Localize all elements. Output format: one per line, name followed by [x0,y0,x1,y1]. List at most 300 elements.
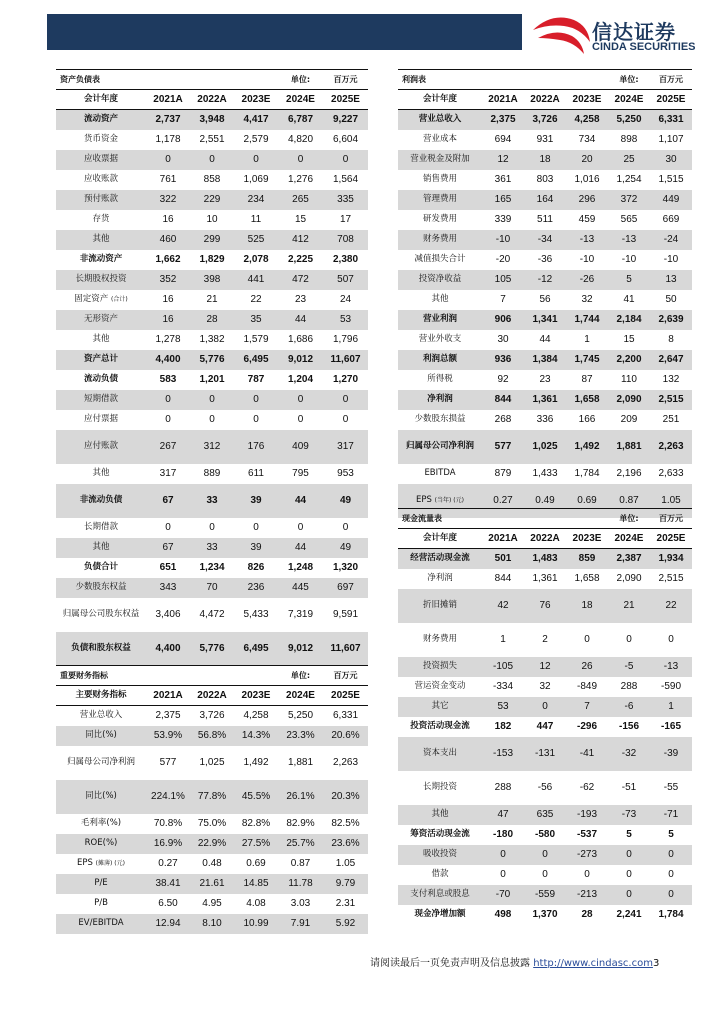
balance-row [56,430,368,464]
balance-value-cell: 16 [162,214,174,225]
cashflow-row [398,589,692,623]
cashflow-unit: 百万元 [650,509,692,529]
income-value-cell: 18 [524,150,566,170]
balance-unit-label: 单位: [278,70,323,90]
cashflow-value-cell: 28 [581,909,593,920]
balance-row-label [56,190,146,210]
cashflow-value-cell: -105 [482,657,524,677]
balance-value-cell: 16 [162,294,174,305]
ratios-value-cell: 577 [159,757,177,768]
income-value-cell: 251 [662,414,680,425]
cashflow-title: 现金流量表 [398,509,608,529]
balance-value-cell: 5,776 [190,632,234,666]
balance-row-label [56,250,146,270]
balance-value-cell: 409 [278,430,323,464]
income-value-cell: 92 [497,374,509,385]
ratios-row [56,914,368,934]
balance-row-label [56,484,146,518]
row-label-text: 吸收投资 [422,849,457,859]
ratios-value-cell: 53.9% [146,726,190,746]
balance-value-cell: 49 [323,484,368,518]
balance-value-cell: 343 [146,578,190,598]
income-value-cell: -12 [524,270,566,290]
row-label-text: 非流动负债 [79,495,123,505]
income-row-label [398,430,482,464]
income-header-cell: 2024E [608,90,650,110]
balance-value-cell: 0 [209,522,215,533]
balance-value-cell: 0 [323,390,368,410]
income-value-cell: 694 [494,134,512,145]
row-label-text: 投资净收益 [418,274,462,284]
income-header-row [398,90,692,110]
cashflow-value-cell: -580 [534,829,555,840]
income-value-cell: 361 [494,174,512,185]
balance-value-cell: 352 [146,270,190,290]
cashflow-value-cell: 844 [494,573,512,584]
income-value-cell: 803 [536,174,554,185]
cashflow-value-cell: 0 [584,869,590,880]
row-label-text: 营业税金及附加 [410,154,470,164]
cashflow-value-cell: 0 [482,845,524,865]
cashflow-row [398,569,692,589]
balance-title: 资产负债表 [56,70,278,90]
income-value-cell: 5,250 [608,110,650,130]
income-header-cell: 2023E [566,90,608,110]
income-value-cell: 2,647 [650,350,692,370]
income-value-cell: 1,016 [574,174,600,185]
balance-value-cell: 0 [146,390,190,410]
balance-value-cell: 5,433 [243,609,269,620]
ratios-value-cell: 16.9% [146,834,190,854]
income-value-cell: 2,090 [608,390,650,410]
income-row-label [398,150,482,170]
income-row-label [398,350,482,370]
balance-row [56,538,368,558]
cashflow-value-cell: 0 [626,634,632,645]
balance-value-cell: 651 [159,562,177,573]
row-label-text: 长期投资 [422,782,457,792]
ratios-value-cell: 23.3% [278,726,323,746]
income-value-cell: 2,639 [650,310,692,330]
row-label-text: 财务费用 [422,234,457,244]
cashflow-value-cell: 1,658 [574,573,600,584]
income-value-cell: 577 [482,430,524,464]
cashflow-row-label [398,885,482,905]
balance-value-cell: 3,948 [190,110,234,130]
income-value-cell: 2,184 [608,310,650,330]
cashflow-value-cell: -193 [566,805,608,825]
income-row [398,410,692,430]
row-label-text: 营业外收支 [418,334,462,344]
ratios-row-label [56,854,146,874]
balance-row-label [56,464,146,484]
income-value-cell: 1,658 [566,390,608,410]
row-label-text: 归属母公司股东权益 [62,609,140,619]
balance-value-cell: 0 [165,414,171,425]
ratios-value-cell: 6.50 [158,898,178,909]
cashflow-row-label [398,697,482,717]
row-label-text: 营运资金变动 [414,681,466,691]
cashflow-row [398,623,692,657]
balance-row-label [56,150,146,170]
cashflow-value-cell: 0 [608,845,650,865]
cashflow-value-cell: 0 [668,634,674,645]
balance-row-label [56,350,146,370]
income-value-cell: 110 [621,374,637,385]
income-value-cell: 898 [620,134,638,145]
row-label-note: (当年) (元) [434,497,464,504]
balance-header-cell: 2023E [234,90,278,110]
balance-value-cell: 953 [337,468,354,479]
ratios-value-cell: 14.3% [234,726,278,746]
row-label-text: 应收账款 [83,174,118,184]
balance-value-cell: 322 [146,190,190,210]
balance-row-label [56,370,146,390]
cashflow-row-label [398,589,482,623]
ratios-header-cell: 2023E [234,686,278,706]
row-label-text: 长期股权投资 [75,274,127,284]
balance-title-row [56,70,368,90]
cashflow-row-label [398,825,482,845]
balance-row [56,598,368,632]
ratios-value-cell: 14.85 [234,874,278,894]
income-row-label [398,310,482,330]
balance-value-cell: 4,400 [146,632,190,666]
row-label-text: 固定资产 [74,294,109,304]
row-label-text: P/E [94,878,108,888]
ratios-value-cell: 4.08 [246,898,266,909]
cashflow-row [398,865,692,885]
income-value-cell: 879 [494,468,512,479]
ratios-row [56,726,368,746]
row-label-text: 财务费用 [422,634,457,644]
cashflow-value-cell: 288 [620,681,638,692]
balance-value-cell: 6,604 [332,134,359,145]
ratios-value-cell: 8.10 [190,914,234,934]
row-label-text: 净利润 [427,573,453,583]
balance-row-label [56,518,146,538]
cashflow-header-cell: 会计年度 [398,529,482,549]
cashflow-row-label [398,905,482,925]
cashflow-value-cell: -537 [576,829,597,840]
cinda-swoosh-icon [530,8,592,58]
row-label-text: 营业总收入 [418,114,462,125]
row-label-text: 负债和股东权益 [71,643,131,653]
balance-header-row [56,90,368,110]
row-label-text: ROE(%) [84,838,118,848]
cashflow-value-cell: -334 [492,681,513,692]
ratios-header-cell: 2024E [278,686,323,706]
cashflow-value-cell: -180 [492,829,513,840]
ratios-value-cell: 6,331 [332,710,359,722]
balance-value-cell: 267 [146,430,190,464]
cashflow-row [398,677,692,697]
balance-value-cell: 826 [247,562,265,573]
ratios-row-label [56,894,146,914]
balance-value-cell: 1,069 [243,174,269,185]
balance-value-cell: 49 [323,538,368,558]
cashflow-value-cell: 1,361 [532,573,558,584]
balance-value-cell: 398 [190,270,234,290]
balance-header-cell: 会计年度 [56,90,146,110]
income-value-cell: 2,515 [650,390,692,410]
income-row-label [398,170,482,190]
balance-value-cell: 1,201 [199,374,225,385]
cashflow-value-cell: -165 [660,721,681,732]
cashflow-value-cell: 42 [482,589,524,623]
cashflow-value-cell: 22 [650,589,692,623]
row-label-text: 管理费用 [422,194,457,204]
cashflow-row [398,657,692,677]
cashflow-row-label [398,623,482,657]
row-label-text: 流动负债 [83,374,118,384]
income-value-cell: 209 [620,414,638,425]
balance-value-cell: 441 [234,270,278,290]
income-value-cell: 165 [482,190,524,210]
ratios-row [56,780,368,814]
cashflow-value-cell: 32 [539,681,551,692]
income-value-cell: 87 [581,374,593,385]
ratios-value-cell: 5.92 [323,914,368,934]
ratios-value-cell: 56.8% [190,726,234,746]
income-value-cell: 1,433 [532,468,558,479]
balance-value-cell: 0 [234,390,278,410]
ratios-value-cell: 3,726 [199,710,225,722]
balance-value-cell: 265 [278,190,323,210]
balance-row [56,250,368,270]
balance-row [56,390,368,410]
cashflow-value-cell: 1,483 [524,549,566,569]
balance-row-label [56,390,146,410]
balance-value-cell: 22 [250,294,262,305]
balance-value-cell: 176 [234,430,278,464]
income-row-label [398,250,482,270]
balance-value-cell: 67 [146,538,190,558]
balance-row-label [56,210,146,230]
balance-value-cell: 0 [234,150,278,170]
ratios-value-cell: 0.48 [202,858,222,869]
ratios-value-cell: 26.1% [278,780,323,814]
income-header-cell: 会计年度 [398,90,482,110]
balance-value-cell: 0 [278,390,323,410]
balance-row-label [56,130,146,150]
income-value-cell: 12 [482,150,524,170]
cashflow-value-cell: 53 [482,697,524,717]
balance-value-cell: 44 [278,538,323,558]
ratios-row-label [56,834,146,854]
balance-value-cell: 70 [190,578,234,598]
cashflow-value-cell: -156 [618,721,639,732]
row-label-text: 资本支出 [422,748,457,758]
balance-value-cell: 21 [206,294,218,305]
balance-row [56,170,368,190]
income-value-cell: -10 [482,230,524,250]
balance-value-cell: 460 [146,230,190,250]
balance-value-cell: 53 [323,310,368,330]
income-value-cell: 1,361 [524,390,566,410]
balance-value-cell: 5,776 [190,350,234,370]
balance-value-cell: 39 [234,538,278,558]
income-row-label [398,190,482,210]
ratios-row-label [56,874,146,894]
cashflow-row [398,905,692,925]
cashflow-header-cell: 2024E [608,529,650,549]
ratios-row [56,814,368,834]
cashflow-value-cell: 0 [650,845,692,865]
cashflow-value-cell: 0 [500,869,506,880]
cashflow-value-cell: 2 [542,634,548,645]
cash-flow-table [398,508,692,925]
cashflow-value-cell: 0 [584,634,590,645]
row-label-text: 其他 [92,542,110,552]
cashflow-value-cell: 1 [650,697,692,717]
row-label-text: 预付账款 [83,194,118,204]
income-value-cell: 32 [581,294,593,305]
ratios-value-cell: 2.31 [335,898,356,909]
balance-value-cell: 472 [278,270,323,290]
ratios-value-cell: 25.7% [278,834,323,854]
balance-row [56,410,368,430]
row-label-text: 应收票据 [83,154,118,164]
balance-row-label [56,578,146,598]
balance-value-cell: 11 [250,214,262,225]
ratios-row-label [56,914,146,934]
cashflow-value-cell: -296 [576,721,597,732]
cashflow-value-cell: 498 [494,909,512,920]
row-label-text: 投资损失 [422,661,457,671]
income-value-cell: 13 [650,270,692,290]
ratios-row [56,894,368,914]
cashflow-header-cell: 2022A [524,529,566,549]
income-row [398,170,692,190]
row-label-text: 资产总计 [83,354,118,364]
balance-value-cell: 2,737 [146,110,190,130]
balance-value-cell: 761 [159,174,177,185]
income-value-cell: 56 [539,294,551,305]
balance-value-cell: 9,591 [332,609,359,620]
row-label-text: P/B [94,898,108,908]
balance-row [56,350,368,370]
row-label-text: 其他 [92,334,110,344]
balance-value-cell: 0 [253,414,259,425]
income-value-cell: 669 [662,214,680,225]
ratios-value-cell: 10.99 [234,914,278,934]
income-row-label [398,290,482,310]
cashflow-value-cell: 2,515 [658,573,684,584]
income-value-cell: -10 [621,254,637,265]
balance-value-cell: 708 [323,230,368,250]
balance-row-label [56,230,146,250]
row-label-text: 应付票据 [83,414,118,424]
income-value-cell: 936 [482,350,524,370]
cashflow-value-cell: -213 [566,885,608,905]
income-value-cell: 1,784 [574,468,600,479]
balance-header-cell: 2025E [323,90,368,110]
income-value-cell: 511 [537,214,553,225]
cashflow-value-cell: 2,241 [616,909,642,920]
row-label-text: 非流动资产 [79,254,123,264]
income-value-cell: 1,881 [608,430,650,464]
income-value-cell: 50 [665,294,677,305]
cashflow-row-label [398,569,482,589]
row-label-text: 所得税 [427,374,453,384]
cashflow-value-cell: 47 [482,805,524,825]
ratios-header-cell: 2021A [146,686,190,706]
balance-value-cell: 412 [278,230,323,250]
cashflow-value-cell: -849 [576,681,597,692]
footer-link[interactable]: http://www.cindasc.com [533,958,653,969]
balance-header-cell: 2024E [278,90,323,110]
balance-row-label [56,330,146,350]
income-row-label [398,410,482,430]
cashflow-value-cell: -73 [608,805,650,825]
income-unit: 百万元 [650,70,692,90]
balance-value-cell: 9,227 [323,110,368,130]
balance-row-label [56,310,146,330]
cashflow-value-cell: 0 [524,697,566,717]
row-label-text: 无形资产 [83,314,118,324]
row-label-text: 经营活动现金流 [410,553,470,564]
income-value-cell: 565 [620,214,638,225]
row-label-text: 货币资金 [83,134,118,144]
income-value-cell: 2,200 [608,350,650,370]
balance-row [56,110,368,130]
income-value-cell: 8 [668,334,674,345]
balance-value-cell: 4,400 [146,350,190,370]
balance-row-label [56,170,146,190]
cashflow-row [398,717,692,737]
income-value-cell: 2,196 [616,468,642,479]
balance-value-cell: 6,787 [278,110,323,130]
ratios-value-cell: 1,881 [287,757,314,768]
balance-value-cell: 0 [323,150,368,170]
income-value-cell: 1,492 [566,430,608,464]
balance-value-cell: 0 [297,414,304,425]
income-value-cell: 459 [578,214,596,225]
balance-value-cell: 10 [206,214,218,225]
income-value-cell: 1 [584,334,590,345]
row-label-text: 归属母公司净利润 [405,441,474,451]
income-value-cell: -20 [495,254,511,265]
balance-value-cell: 1,662 [155,254,181,265]
ratios-row-label [56,746,146,780]
income-value-cell: 0.69 [566,484,608,518]
income-unit-label: 单位: [608,70,650,90]
balance-value-cell: 299 [190,230,234,250]
row-label-text: 负债合计 [83,562,118,572]
income-value-cell: 41 [623,294,635,305]
balance-value-cell: 9,012 [278,632,323,666]
row-label-text: EBITDA [424,468,456,478]
row-label-text: EV/EBITDA [78,918,124,928]
cashflow-header-cell: 2025E [650,529,692,549]
brand-name-en: CINDA SECURITIES [592,41,696,53]
balance-value-cell: 1,270 [332,374,359,385]
income-value-cell: 6,331 [650,110,692,130]
row-label-text: 毛利率(%) [80,818,122,828]
income-value-cell: 20 [566,150,608,170]
balance-value-cell: 1,276 [287,174,314,185]
balance-value-cell: 795 [292,468,309,479]
ratios-value-cell: 2,375 [155,710,181,722]
cashflow-value-cell: 26 [566,657,608,677]
balance-value-cell: 1,248 [287,562,314,573]
income-value-cell: 30 [497,334,509,345]
balance-value-cell: 9,012 [278,350,323,370]
income-row [398,464,692,484]
income-value-cell: -36 [537,254,553,265]
balance-value-cell: 525 [234,230,278,250]
